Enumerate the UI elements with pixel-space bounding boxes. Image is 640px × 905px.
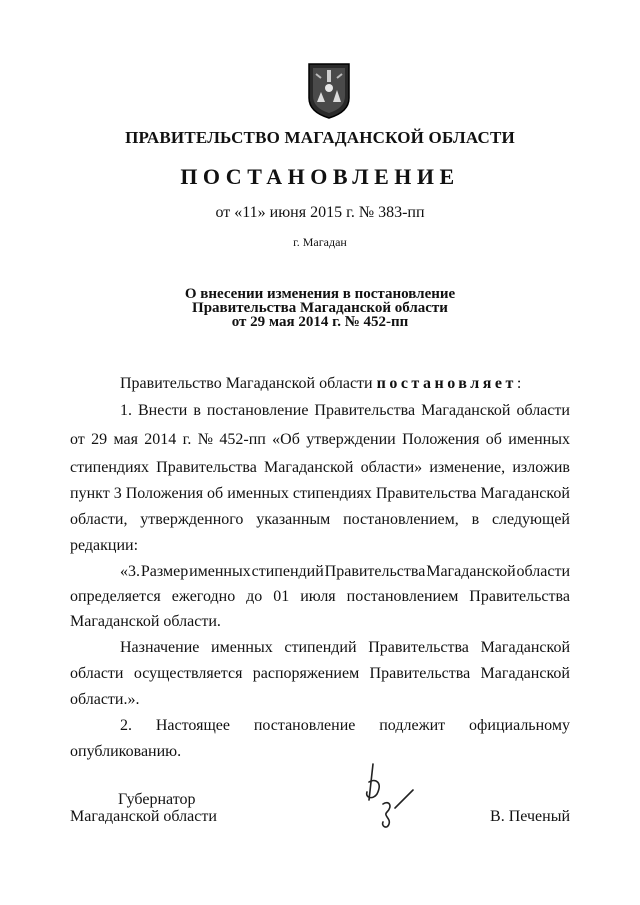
paragraph-line bbox=[70, 714, 570, 738]
signatory-position-line: Магаданской области bbox=[70, 808, 217, 825]
word: до bbox=[246, 588, 263, 605]
paragraph-line: области.». bbox=[70, 691, 140, 708]
word: Правительства bbox=[368, 639, 469, 656]
word: Магаданской bbox=[426, 563, 516, 580]
word: Положения bbox=[402, 431, 480, 448]
signatory-position-line: Губернатор bbox=[118, 791, 196, 808]
word: именных bbox=[211, 639, 273, 656]
word: области» bbox=[360, 459, 423, 476]
word: постановлением, bbox=[343, 511, 459, 528]
paragraph-line: опубликованию. bbox=[70, 743, 182, 760]
word: об bbox=[207, 485, 224, 502]
document-type-title: ПОСТАНОВЛЕНИЕ bbox=[180, 164, 460, 189]
word: области, bbox=[70, 511, 128, 528]
coat-of-arms-emblem bbox=[307, 62, 351, 120]
word: стипендий bbox=[251, 563, 324, 580]
word: Правительства bbox=[314, 402, 416, 419]
word: стипендий bbox=[284, 639, 357, 656]
word: пункт bbox=[70, 485, 110, 502]
word: Правительства bbox=[469, 588, 570, 605]
word: Положения bbox=[125, 485, 204, 502]
word: утверждении bbox=[306, 431, 396, 448]
word: Магаданской bbox=[480, 639, 570, 656]
word: распоряжением bbox=[252, 665, 360, 682]
word: Настоящее bbox=[155, 717, 230, 734]
word: Магаданской bbox=[480, 665, 570, 682]
subject-line: О внесении изменения в постановление bbox=[184, 286, 456, 302]
word: следующей bbox=[491, 511, 570, 528]
word: подлежит bbox=[379, 717, 446, 734]
preamble-verb: постановляет bbox=[376, 375, 517, 392]
word: изложив bbox=[512, 459, 570, 476]
word: Внести bbox=[137, 402, 188, 419]
word: осуществляется bbox=[133, 665, 243, 682]
paragraph-line bbox=[70, 399, 570, 423]
preamble-line bbox=[70, 372, 570, 396]
word: ежегодно bbox=[171, 588, 236, 605]
paragraph-line bbox=[70, 428, 570, 452]
paragraph-line bbox=[70, 585, 570, 609]
word: июля bbox=[300, 588, 336, 605]
word: изменение, bbox=[429, 459, 506, 476]
document-date-number: от «11» июня 2015 г. № 383-пп bbox=[215, 204, 425, 221]
word: 29 bbox=[91, 431, 108, 448]
word: постановлением bbox=[346, 588, 459, 605]
word: в bbox=[471, 511, 480, 528]
word: официальному bbox=[469, 717, 570, 734]
signatory-position bbox=[70, 791, 217, 825]
word: об bbox=[485, 431, 502, 448]
document-city: г. Магадан bbox=[293, 235, 347, 249]
paragraph-line bbox=[70, 508, 570, 532]
word: области bbox=[516, 402, 570, 419]
word: Магаданской bbox=[421, 402, 511, 419]
word: именных bbox=[508, 431, 570, 448]
word: стипендиях bbox=[70, 459, 149, 476]
word: в bbox=[193, 402, 201, 419]
word: 2. bbox=[120, 717, 132, 734]
word: Размер bbox=[140, 563, 189, 580]
word: 2014 bbox=[144, 431, 177, 448]
word: 3 bbox=[113, 485, 122, 502]
paragraph-line bbox=[70, 662, 570, 686]
subject-line: Правительства Магаданской области bbox=[192, 300, 448, 316]
paragraph-line bbox=[70, 482, 570, 506]
paragraph-line: редакции: bbox=[70, 537, 139, 554]
word: области bbox=[70, 665, 124, 682]
word: г. bbox=[182, 431, 192, 448]
preamble-lead: Правительство Магаданской области bbox=[120, 375, 377, 392]
word: мая bbox=[113, 431, 138, 448]
paragraph-line bbox=[70, 456, 570, 480]
word: Правительства bbox=[369, 665, 471, 682]
word: Правительства bbox=[156, 459, 257, 476]
word: именных bbox=[189, 563, 251, 580]
word: указанным bbox=[256, 511, 331, 528]
word: 1. bbox=[120, 402, 132, 419]
subject-line: от 29 мая 2014 г. № 452-пп bbox=[231, 314, 409, 330]
word: Правительства bbox=[324, 563, 426, 580]
word: области bbox=[516, 563, 570, 580]
handwritten-signature bbox=[355, 760, 425, 832]
word: «3. bbox=[120, 563, 140, 580]
word: Магаданской bbox=[480, 485, 570, 502]
word: Назначение bbox=[120, 639, 200, 656]
word: 452-пп bbox=[219, 431, 266, 448]
paragraph-line bbox=[70, 636, 570, 660]
word: постановление bbox=[206, 402, 309, 419]
word: определяется bbox=[70, 588, 161, 605]
word: 01 bbox=[273, 588, 290, 605]
signatory-name: В. Печеный bbox=[490, 808, 570, 825]
word: «Об bbox=[272, 431, 300, 448]
word: именных bbox=[227, 485, 289, 502]
paragraph-line: Магаданской области. bbox=[70, 613, 221, 630]
organization-title: ПРАВИТЕЛЬСТВО МАГАДАНСКОЙ ОБЛАСТИ bbox=[125, 128, 515, 147]
paragraph-line bbox=[70, 560, 570, 584]
word: постановление bbox=[253, 717, 356, 734]
word: от bbox=[70, 431, 85, 448]
word: стипендиях bbox=[292, 485, 372, 502]
word: Магаданской bbox=[264, 459, 354, 476]
document-subject bbox=[0, 287, 640, 329]
preamble-end: : bbox=[516, 375, 522, 392]
word: № bbox=[197, 431, 214, 448]
word: Правительства bbox=[375, 485, 477, 502]
word: утвержденного bbox=[140, 511, 244, 528]
